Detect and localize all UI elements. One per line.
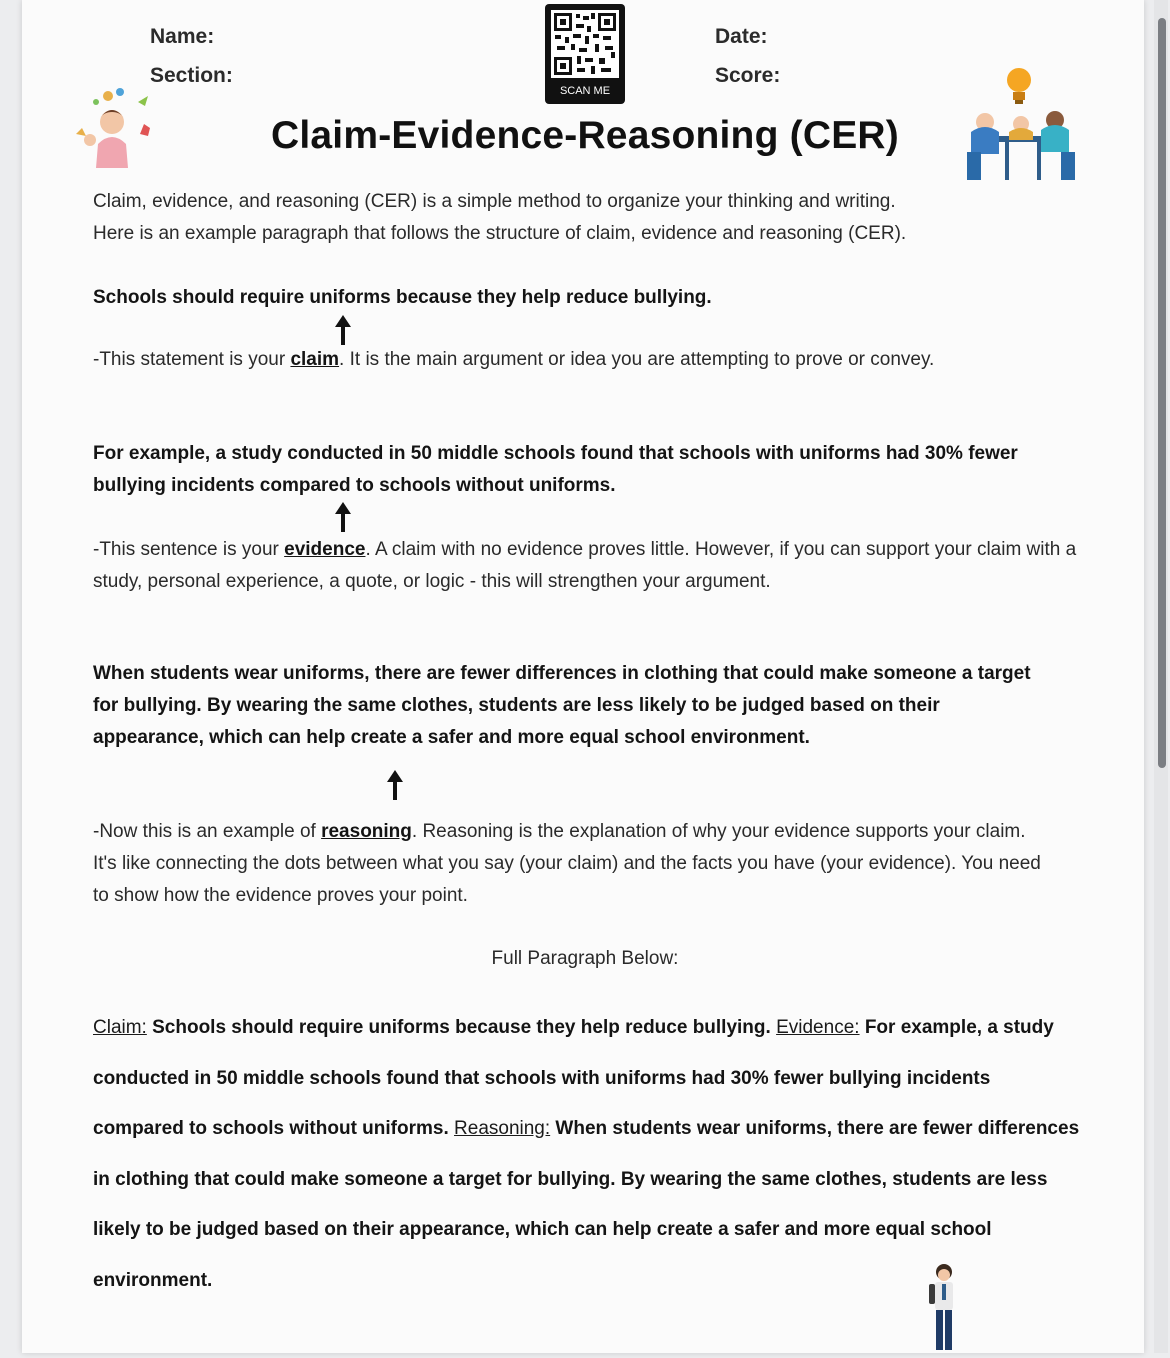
full-paragraph-heading: Full Paragraph Below: — [491, 948, 679, 969]
reasoning-keyword: reasoning — [321, 821, 412, 842]
standing-student-icon — [927, 1262, 961, 1353]
reasoning-note — [93, 816, 1048, 912]
claim-note-prefix: -This statement is your — [93, 349, 291, 370]
claim-statement: Schools should require uniforms because they help reduce bullying. — [93, 287, 712, 308]
score-label: Score: — [715, 64, 781, 87]
claim-note — [93, 344, 1053, 376]
full-evidence-label: Evidence: — [776, 1017, 860, 1038]
up-arrow-icon — [333, 500, 353, 534]
full-reasoning-text: When students wear uniforms, there are fewer differences in clothing that could make someone a target for bullying. By wearing the same clothes, students are less likely to be judged based on their appearance, which can help create a safer and more equal school environment. — [93, 1118, 1080, 1291]
evidence-statement: For example, a study conducted in 50 middle schools found that schools with uniforms had 30% fewer bullying incidents compared to schools without uniforms. — [93, 443, 1018, 496]
full-evidence-text: For example, a study conducted in 50 middle schools found that schools with uniforms had 30% fewer bullying incidents compared to schools without uniforms. — [93, 1017, 1054, 1139]
up-arrow-icon — [333, 313, 353, 347]
date-label: Date: — [715, 25, 768, 48]
evidence-note-prefix: -This sentence is your — [93, 539, 285, 560]
claim-note-suffix: . It is the main argument or idea you are attempting to prove or convey. — [339, 349, 935, 370]
intro-line-1: Claim, evidence, and reasoning (CER) is a simple method to organize your thinking and writing. — [93, 191, 896, 212]
qr-code-icon[interactable] — [545, 4, 625, 104]
scrollbar-thumb[interactable] — [1158, 18, 1166, 768]
reasoning-statement: When students wear uniforms, there are fewer differences in clothing that could make someone a target for bullying. By wearing the same clothes, students are less likely to be judged based on their appearance, which can help create a safer and more equal school environment. — [93, 663, 1031, 748]
full-claim-label: Claim: — [93, 1017, 147, 1038]
reasoning-note-suffix: . Reasoning is the explanation of why your evidence supports your claim. It's like connecting the dots between what you say (your claim) and the facts you have (your evidence). You need to show how the evidence proves your point. — [93, 821, 1041, 906]
reasoning-note-prefix: -Now this is an example of — [93, 821, 322, 842]
evidence-note — [93, 534, 1093, 598]
qr-caption: SCAN ME — [559, 85, 611, 97]
section-label: Section: — [150, 64, 233, 87]
up-arrow-icon — [385, 768, 405, 802]
full-paragraph — [93, 1003, 1083, 1306]
page-title: Claim-Evidence-Reasoning (CER) — [271, 114, 899, 157]
evidence-keyword: evidence — [284, 539, 366, 560]
full-reasoning-label: Reasoning: — [454, 1118, 551, 1139]
claim-keyword: claim — [290, 349, 340, 370]
intro-line-2: Here is an example paragraph that follows the structure of claim, evidence and reasoning (CER). — [93, 223, 907, 244]
worksheet-page — [22, 0, 1144, 1353]
full-claim-text: Schools should require uniforms because they help reduce bullying. — [146, 1017, 777, 1038]
name-label: Name: — [150, 25, 215, 48]
evidence-note-suffix: . A claim with no evidence proves little. However, if you can support your claim with a study, personal experience, a quote, or logic - this will strengthen your argument. — [93, 539, 1077, 592]
